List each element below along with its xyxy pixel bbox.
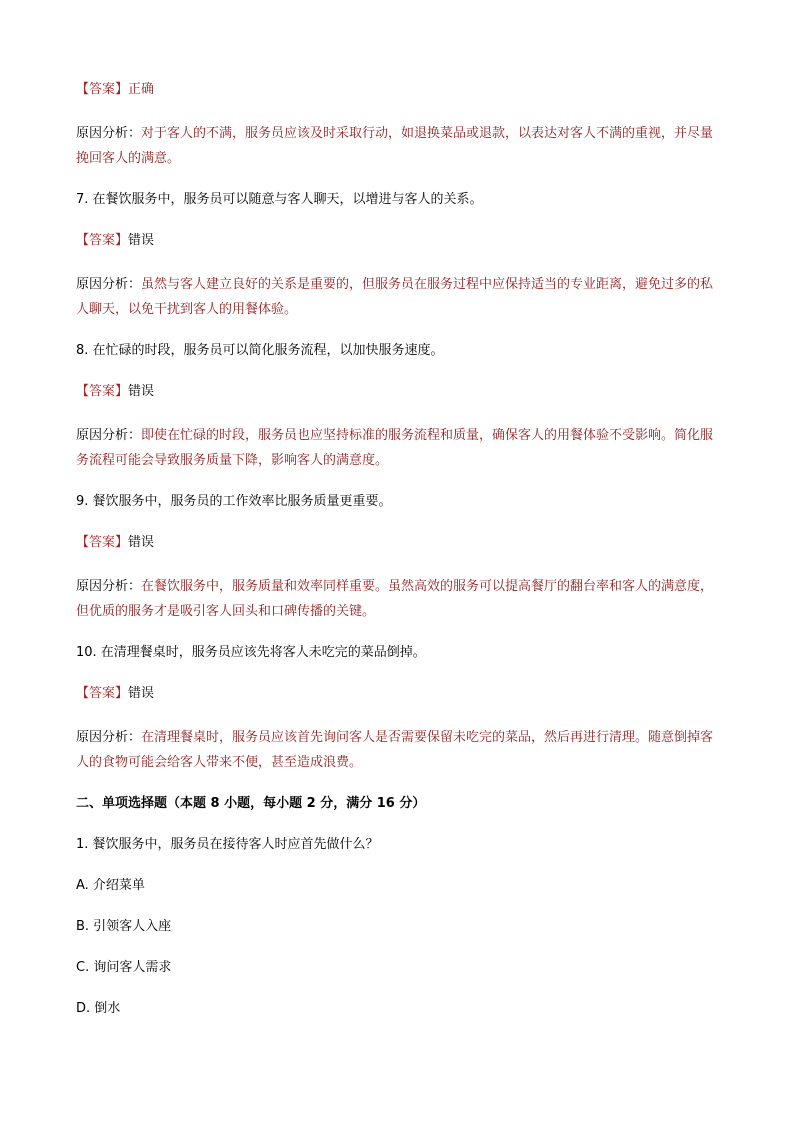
question-text: 1. 餐饮服务中，服务员在接待客人时应首先做什么？ — [76, 837, 379, 852]
answer-tag: 【答案】 — [76, 82, 129, 97]
answer-line — [76, 684, 726, 704]
question-text: 10. 在清理餐桌时，服务员应该先将客人未吃完的菜品倒掉。 — [76, 645, 426, 660]
answer-value: 错误 — [128, 233, 155, 248]
section-title: 二、单项选择题（本题 8 小题，每小题 2 分，满分 16 分） — [76, 796, 426, 811]
option-c: C. 询问客人需求 — [76, 960, 172, 975]
answer-value: 正确 — [128, 82, 155, 97]
question-text: 8. 在忙碌的时段，服务员可以简化服务流程，以加快服务速度。 — [76, 343, 444, 358]
analysis-prefix: 原因分析： — [76, 428, 142, 443]
analysis-paragraph — [76, 574, 726, 624]
answer-tag: 【答案】 — [76, 384, 129, 399]
answer-tag: 【答案】 — [76, 233, 129, 248]
analysis-text: 在清理餐桌时，服务员应该首先询问客人是否需要保留未吃完的菜品，然后再进行清理。随意倒掉客人的食物可能会给客人带来不便，甚至造成浪费。 — [76, 730, 714, 770]
analysis-paragraph — [76, 272, 726, 322]
option-d: D. 倒水 — [76, 1001, 121, 1016]
analysis-text: 即使在忙碌的时段，服务员也应坚持标准的服务流程和质量，确保客人的用餐体验不受影响。简化服务流程可能会导致服务质量下降，影响客人的满意度。 — [76, 428, 714, 468]
answer-tag: 【答案】 — [76, 535, 129, 550]
analysis-text: 虽然与客人建立良好的关系是重要的，但服务员在服务过程中应保持适当的专业距离，避免过多的私人聊天，以免干扰到客人的用餐体验。 — [76, 277, 714, 317]
analysis-prefix: 原因分析： — [76, 579, 142, 594]
option-a: A. 介绍菜单 — [76, 878, 145, 893]
answer-value: 错误 — [128, 535, 155, 550]
answer-tag: 【答案】 — [76, 686, 129, 701]
answer-line — [76, 382, 726, 402]
question-text: 7. 在餐饮服务中，服务员可以随意与客人聊天，以增进与客人的关系。 — [76, 192, 483, 207]
analysis-prefix: 原因分析： — [76, 126, 142, 141]
answer-line — [76, 231, 726, 251]
answer-value: 错误 — [128, 384, 155, 399]
analysis-paragraph — [76, 423, 726, 473]
analysis-text: 在餐饮服务中，服务质量和效率同样重要。虽然高效的服务可以提高餐厅的翻台率和客人的满意度，但优质的服务才是吸引客人回头和口碑传播的关键。 — [76, 579, 714, 619]
answer-line — [76, 533, 726, 553]
answer-value: 错误 — [128, 686, 155, 701]
analysis-paragraph — [76, 725, 726, 775]
analysis-prefix: 原因分析： — [76, 277, 142, 292]
question-text: 9. 餐饮服务中，服务员的工作效率比服务质量更重要。 — [76, 494, 392, 509]
option-b: B. 引领客人入座 — [76, 919, 172, 934]
answer-line — [76, 80, 726, 100]
analysis-paragraph — [76, 121, 726, 171]
analysis-text: 对于客人的不满，服务员应该及时采取行动，如退换菜品或退款，以表达对客人不满的重视，并尽量挽回客人的满意。 — [76, 126, 714, 166]
analysis-prefix: 原因分析： — [76, 730, 142, 745]
document-page — [76, 80, 726, 1040]
